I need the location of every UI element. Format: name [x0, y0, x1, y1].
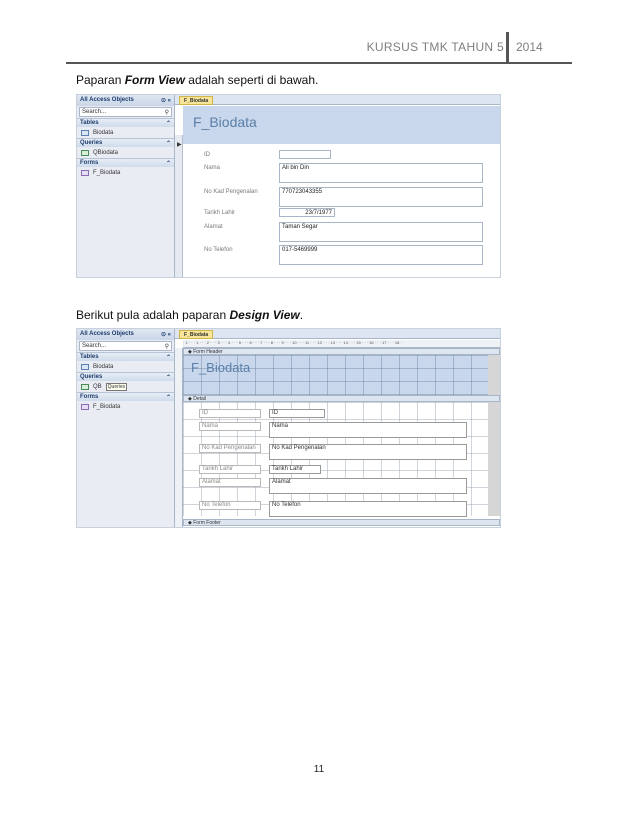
nav-menu-icon[interactable]: ⊙ «: [160, 332, 171, 338]
query-icon: [81, 384, 89, 390]
band-label: Detail: [193, 396, 207, 402]
form-footer-band[interactable]: [183, 519, 500, 526]
nav-group-label: Queries: [80, 374, 103, 380]
nav-item-label: QBiodata: [93, 149, 119, 156]
navigation-pane: [77, 329, 175, 527]
search-icon[interactable]: ⚲: [164, 344, 169, 350]
nav-item-label: Biodata: [93, 129, 114, 136]
nav-title-label: All Access Objects: [80, 97, 134, 103]
design-label-no-kad-pengenalan[interactable]: No Kad Pengenalan: [199, 444, 261, 453]
collapse-icon[interactable]: ⌃: [165, 355, 171, 361]
design-field-alamat[interactable]: Alamat: [269, 478, 467, 494]
nav-group-tables[interactable]: [77, 352, 174, 361]
nav-item-f-biodata[interactable]: [77, 167, 174, 178]
nav-group-tables[interactable]: [77, 118, 174, 127]
collapse-icon[interactable]: ⌃: [165, 161, 171, 167]
table-icon: [81, 130, 89, 136]
document-tab-bar: [175, 329, 500, 339]
collapse-icon[interactable]: ⌃: [165, 375, 171, 381]
nav-pane-title[interactable]: [77, 95, 174, 106]
record-pointer-icon: ▶: [177, 142, 182, 148]
nav-menu-icon[interactable]: ⊙ «: [160, 98, 171, 104]
horizontal-ruler: · 1 · · · 1 · · · 2 · · · 3 · · · 4 · · · 5 · · · 6 · · · 7 · · · 8 · · · 9 · · · 10 · · · 11 · · · 12 · · · 13 · · · 14 · · · 15 · · · 16 · · · 17 · · · 18 ·: [183, 340, 500, 348]
nav-group-label: Forms: [80, 160, 99, 166]
nav-group-queries[interactable]: [77, 138, 174, 147]
caption-text: adalah seperti di bawah.: [184, 73, 319, 87]
nav-group-forms[interactable]: [77, 392, 174, 401]
label-nama: Nama: [204, 165, 221, 171]
design-field-tarikh-lahir[interactable]: Tarikh Lahir: [269, 465, 321, 474]
band-label: Form Footer: [193, 520, 221, 526]
form-icon: [81, 170, 89, 176]
label-alamat: Alamat: [204, 224, 223, 230]
detail-band[interactable]: [183, 395, 500, 402]
nav-group-forms[interactable]: [77, 158, 174, 167]
label-tarikh-lahir: Tarikh Lahir: [204, 210, 236, 216]
table-icon: [81, 364, 89, 370]
form-header-band[interactable]: [183, 348, 500, 355]
record-selector[interactable]: [175, 135, 183, 277]
design-view-screenshot: [76, 328, 501, 528]
nav-search-field[interactable]: [79, 107, 172, 117]
tooltip: Queries: [107, 383, 126, 390]
design-label-id[interactable]: ID: [199, 409, 261, 418]
search-icon[interactable]: ⚲: [164, 110, 169, 116]
form-view-screenshot: [76, 94, 501, 278]
caption-text: Berikut pula adalah paparan: [76, 308, 230, 322]
header-rule: [66, 62, 572, 64]
label-id: ID: [204, 152, 210, 158]
form-header-empty-area: [488, 355, 500, 395]
page-number: 11: [313, 764, 325, 775]
tab-f-biodata[interactable]: F_Biodata: [179, 330, 213, 339]
nav-item-qbiodata[interactable]: [77, 147, 174, 158]
band-marker-icon: ◆: [188, 520, 194, 526]
nav-search-field[interactable]: [79, 341, 172, 351]
field-no-telefon[interactable]: 017-5469999: [279, 245, 483, 265]
detail-empty-area: [488, 402, 500, 516]
label-no-kad-pengenalan: No Kad Pengenalan: [204, 189, 258, 195]
collapse-icon[interactable]: ⌃: [165, 141, 171, 147]
field-tarikh-lahir[interactable]: 23/7/1977: [279, 208, 335, 217]
field-nama[interactable]: Ali bin Din: [279, 163, 483, 183]
design-field-id[interactable]: ID: [269, 409, 325, 418]
nav-item-label: F_Biodata: [93, 169, 121, 176]
tab-f-biodata[interactable]: F_Biodata: [179, 96, 213, 105]
nav-group-label: Forms: [80, 394, 99, 400]
nav-item-qbiodata[interactable]: [77, 381, 174, 392]
nav-group-label: Queries: [80, 140, 103, 146]
design-label-tarikh-lahir[interactable]: Tarikh Lahir: [199, 465, 261, 474]
band-label: Form Header: [193, 349, 223, 355]
design-label-alamat[interactable]: Alamat: [199, 478, 261, 487]
caption-text: .: [299, 308, 304, 322]
form-icon: [81, 404, 89, 410]
query-icon: [81, 150, 89, 156]
field-alamat[interactable]: Taman Segar: [279, 222, 483, 242]
nav-group-label: Tables: [80, 354, 99, 360]
caption-design-view: [76, 308, 303, 322]
nav-item-label: F_Biodata: [93, 403, 121, 410]
nav-item-label: QB: [93, 383, 102, 390]
form-title: F_Biodata: [193, 114, 257, 130]
search-placeholder: Search...: [82, 343, 107, 349]
header-divider: [506, 32, 509, 62]
field-id[interactable]: [279, 150, 331, 159]
navigation-pane: [77, 95, 175, 277]
vertical-ruler: [175, 348, 183, 527]
nav-title-label: All Access Objects: [80, 331, 134, 337]
running-header-year: 2014: [516, 40, 543, 54]
search-placeholder: Search...: [82, 109, 107, 115]
design-field-no-telefon[interactable]: No Telefon: [269, 501, 467, 517]
nav-item-f-biodata[interactable]: [77, 401, 174, 412]
caption-emphasis: Design View: [229, 308, 300, 322]
caption-emphasis: Form View: [124, 73, 185, 87]
nav-group-queries[interactable]: [77, 372, 174, 381]
nav-group-label: Tables: [80, 120, 99, 126]
form-title-label[interactable]: F_Biodata: [191, 360, 251, 375]
running-header-course: KURSUS TMK TAHUN 5: [366, 40, 504, 54]
caption-form-view: [76, 73, 318, 87]
band-marker-icon: ◆: [188, 349, 194, 355]
document-tab-bar: [175, 95, 500, 105]
nav-item-biodata-table[interactable]: [77, 127, 174, 138]
collapse-icon[interactable]: ⌃: [165, 395, 171, 401]
caption-text: Paparan: [76, 73, 125, 87]
form-header: [183, 106, 500, 144]
design-label-nama[interactable]: Nama: [199, 422, 261, 431]
collapse-icon[interactable]: ⌃: [165, 121, 171, 127]
nav-pane-title[interactable]: [77, 329, 174, 340]
nav-item-label: Biodata: [93, 363, 114, 370]
field-no-kad-pengenalan[interactable]: 770723043355: [279, 187, 483, 207]
design-label-no-telefon[interactable]: No Telefon: [199, 501, 261, 510]
design-field-nama[interactable]: Nama: [269, 422, 467, 438]
label-no-telefon: No Telefon: [204, 247, 233, 253]
band-marker-icon: ◆: [188, 396, 194, 402]
design-field-no-kad-pengenalan[interactable]: No Kad Pengenalan: [269, 444, 467, 460]
nav-item-biodata-table[interactable]: [77, 361, 174, 372]
